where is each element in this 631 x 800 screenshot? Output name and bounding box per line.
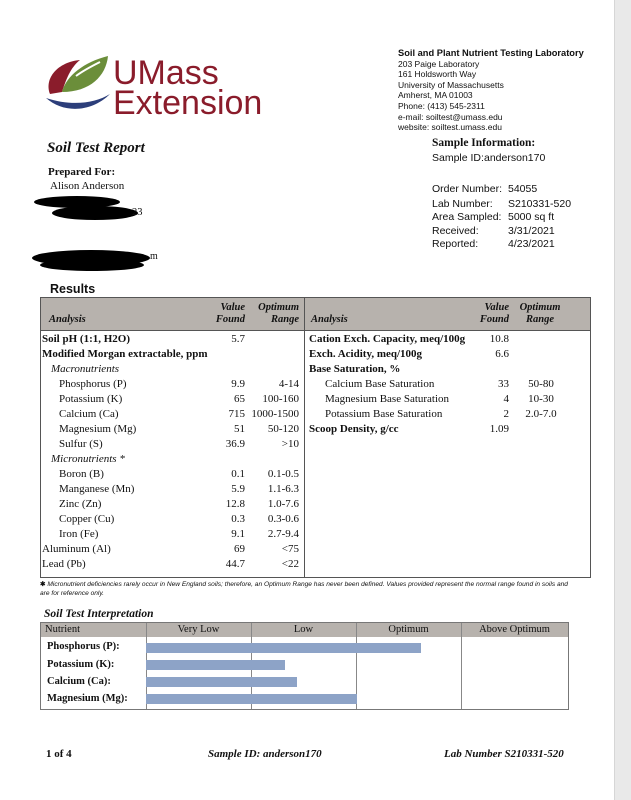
row-value: 51 [234,423,245,435]
row-value: 44.7 [225,558,245,570]
received-label: Received: [432,224,479,237]
row-range: 1.1-6.3 [267,483,299,495]
row-label-phosphorus: Phosphorus (P) [59,378,127,390]
header-value-line1: Value [484,302,509,313]
row-value: 9.9 [231,378,245,390]
asterisk-icon: ✱ [40,581,48,588]
interpretation-chart [40,622,569,710]
row-range: 4-14 [278,378,299,390]
lab-line: Phone: (413) 545-2311 [398,100,485,111]
row-range: 50-120 [267,423,299,435]
row-label-modified-morgan: Modified Morgan extractable, ppm [42,348,208,360]
row-label-base-saturation: Base Saturation, % [309,363,401,375]
row-label-iron: Iron (Fe) [59,528,99,540]
row-range: 2.0-7.0 [525,408,557,420]
header-value-right [477,302,509,326]
row-label-exch-acidity: Exch. Acidity, meq/100g [309,348,423,360]
header-optimum-line1: Optimum [519,302,561,313]
row-value: 10.8 [489,333,509,345]
sample-info-heading: Sample Information: [432,137,536,149]
row-label-lead: Lead (Pb) [42,558,86,570]
row-label-scoop-density: Scoop Density, g/cc [309,423,399,435]
row-range: 10-30 [528,393,554,405]
row-value: 5.7 [231,333,245,345]
header-value-line2: Found [479,314,509,325]
interp-row-label-potassium: Potassium (K): [47,659,115,670]
col-low: Low [293,624,314,635]
bar-potassium [146,660,285,670]
row-value: 36.9 [225,438,245,450]
row-range: >10 [281,438,299,450]
page-number: 1 of 4 [46,748,72,760]
area-sampled-label: Area Sampled: [432,211,502,224]
interpretation-heading: Soil Test Interpretation [44,608,154,620]
row-value: 6.6 [495,348,509,360]
prepared-for-name: Alison Anderson [50,180,125,192]
area-sampled-value: 5000 sq ft [508,211,555,224]
header-analysis: Analysis [49,314,86,325]
lab-website: website: soiltest.umass.edu [398,122,502,133]
reported-label: Reported: [432,237,479,250]
lab-address-block [398,48,584,133]
results-table [40,297,591,578]
lab-line: 161 Holdsworth Way [398,69,477,80]
col-nutrient: Nutrient [45,624,80,635]
interp-row-label-phosphorus: Phosphorus (P): [47,641,120,652]
sample-id-label: Sample ID: [432,152,484,164]
row-range: 1.0-7.6 [267,498,299,510]
row-value: 1.09 [489,423,509,435]
row-label-calcium: Calcium (Ca) [59,408,119,420]
order-number-value: 54055 [508,183,538,195]
header-optimum-right [515,302,565,326]
lab-line: 203 Paige Laboratory [398,58,480,69]
header-optimum-line2: Range [270,314,299,325]
row-value: 715 [228,408,245,420]
row-range: 1000-1500 [251,408,299,420]
header-analysis-right: Analysis [311,314,348,325]
logo-text-umass: UMass [113,54,219,92]
lab-email: e-mail: soiltest@umass.edu [398,111,503,122]
bar-magnesium [146,694,357,704]
row-label-potassium: Potassium (K) [59,393,123,405]
header-value-line2: Found [215,314,245,325]
row-label-soil-ph: Soil pH (1:1, H2O) [42,333,131,345]
row-value: 12.8 [225,498,245,510]
lab-line: University of Massachusetts [398,79,504,90]
footer-sample-id: Sample ID: anderson170 [208,748,322,760]
lab-number-label: Lab Number: [432,198,493,211]
row-value: 2 [503,408,509,420]
header-optimum-line2: Range [525,314,554,325]
row-label-calcium-bs: Calcium Base Saturation [325,378,435,390]
sample-fields-labels [432,183,502,251]
row-value: 0.3 [231,513,245,525]
row-value: 33 [498,378,509,390]
interp-row-label-magnesium: Magnesium (Mg): [47,693,128,704]
row-label-sulfur: Sulfur (S) [59,438,103,450]
row-label-macronutrients: Macronutrients [51,363,120,375]
lab-line: Amherst, MA 01003 [398,90,473,101]
row-value: 69 [234,543,245,555]
umass-leaf-logo-icon [40,54,112,116]
row-value: 5.9 [231,483,245,495]
row-label-boron: Boron (B) [59,468,104,480]
row-label-magnesium-bs: Magnesium Base Saturation [325,393,450,405]
row-range: <75 [281,543,299,555]
grid-line [461,623,462,709]
received-value: 3/31/2021 [508,224,555,237]
report-title: Soil Test Report [47,140,145,156]
redaction-mark [40,259,144,271]
row-label-aluminum: Aluminum (Al) [42,543,111,555]
row-value: 4 [503,393,509,405]
lab-number-value: S210331-520 [508,198,572,211]
row-label-cec: Cation Exch. Capacity, meq/100g [309,333,466,345]
footer-lab-number: Lab Number S210331-520 [444,748,564,760]
order-number-label: Order Number: [432,183,503,195]
row-label-potassium-bs: Potassium Base Saturation [325,408,443,420]
bar-phosphorus [146,643,421,653]
prepared-for-label: Prepared For: [48,166,116,178]
interp-row-label-calcium: Calcium (Ca): [47,676,111,687]
sample-id-value: anderson170 [484,152,546,164]
logo-text-extension: Extension [113,84,263,122]
row-value: 65 [234,393,245,405]
sample-fields-values [508,183,571,251]
header-optimum [249,302,299,326]
row-value: 9.1 [231,528,245,540]
row-label-micronutrients: Micronutrients * [51,453,125,465]
bar-calcium [146,677,297,687]
lab-name: Soil and Plant Nutrient Testing Laboratory [398,48,584,58]
row-range: 50-80 [528,378,554,390]
header-value [215,302,245,326]
col-very-low: Very Low [177,624,220,635]
row-range: <22 [281,558,299,570]
redaction-mark [52,206,138,220]
row-range: 100-160 [262,393,299,405]
contact-partial: m [150,251,158,262]
address-partial: 23 [132,207,143,218]
row-label-magnesium: Magnesium (Mg) [59,423,137,435]
row-range: 0.1-0.5 [267,468,299,480]
col-optimum: Optimum [388,624,429,635]
reported-value: 4/23/2021 [508,237,555,250]
row-range: 0.3-0.6 [267,513,299,525]
row-label-copper: Copper (Cu) [59,513,115,525]
row-label-manganese: Manganese (Mn) [59,483,135,495]
row-value: 0.1 [231,468,245,480]
header-value-line1: Value [220,302,245,313]
results-heading: Results [50,282,96,296]
header-optimum-line1: Optimum [258,302,299,313]
footnote-text: Micronutrient deficiencies rarely occur in New England soils; therefore, an Optimum Range has never been defined. Values provided represent the normal range found in soils and are for reference only. [40,581,568,597]
row-label-zinc: Zinc (Zn) [59,498,102,510]
footnote [40,580,570,598]
table-divider [304,298,305,577]
page-edge [614,0,631,800]
col-above-optimum: Above Optimum [479,624,550,635]
row-range: 2.7-9.4 [267,528,299,540]
